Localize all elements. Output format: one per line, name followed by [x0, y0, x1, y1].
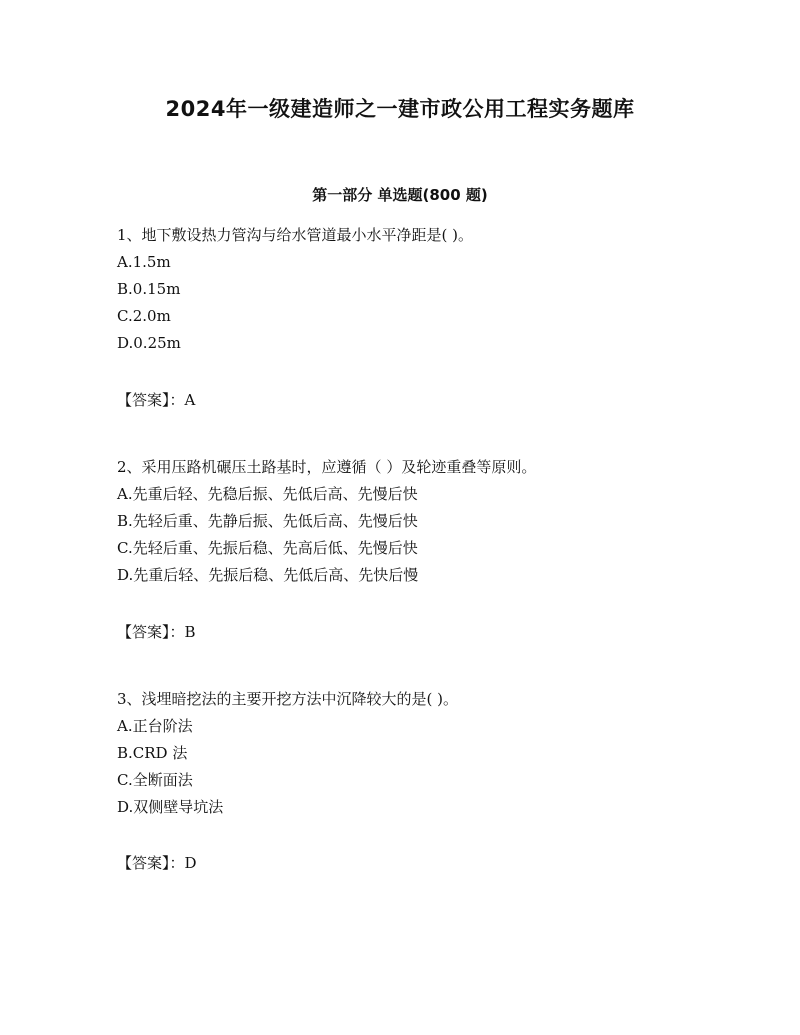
option-a: A.1.5m	[117, 253, 171, 271]
option-b: B.先轻后重、先静后振、先低后高、先慢后快	[117, 512, 418, 530]
option-c: C.2.0m	[117, 307, 171, 325]
section-heading: 第一部分 单选题(800 题)	[312, 186, 488, 204]
option-a: A.先重后轻、先稳后振、先低后高、先慢后快	[117, 485, 418, 503]
option-b: B.0.15m	[117, 280, 181, 298]
question-stem: 3、浅埋暗挖法的主要开挖方法中沉降较大的是( )。	[117, 690, 459, 708]
option-d: D.0.25m	[117, 334, 181, 352]
question-stem: 2、采用压路机碾压土路基时，应遵循（ ）及轮迹重叠等原则。	[117, 458, 537, 476]
question-1	[117, 222, 473, 357]
answer-2: 【答案】：B	[117, 623, 196, 641]
option-b: B.CRD 法	[117, 744, 188, 762]
question-stem: 1、地下敷设热力管沟与给水管道最小水平净距是( )。	[117, 226, 474, 244]
option-c: C.全断面法	[117, 771, 193, 789]
option-a: A.正台阶法	[117, 717, 193, 735]
option-d: D.先重后轻、先振后稳、先低后高、先快后慢	[117, 566, 419, 584]
question-3	[117, 686, 458, 821]
option-d: D.双侧壁导坑法	[117, 798, 224, 816]
answer-1: 【答案】：A	[117, 391, 196, 409]
question-2	[117, 454, 536, 589]
document-title: 2024年一级建造师之一建市政公用工程实务题库	[165, 97, 635, 121]
option-c: C.先轻后重、先振后稳、先高后低、先慢后快	[117, 539, 418, 557]
answer-3: 【答案】：D	[117, 854, 197, 872]
